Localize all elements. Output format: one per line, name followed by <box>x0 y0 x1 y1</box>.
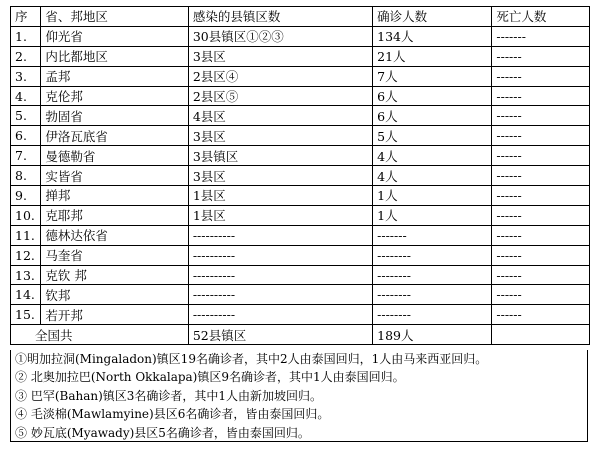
header-confirmed: 确诊人数 <box>373 7 492 27</box>
header-townships: 感染的县镇区数 <box>188 7 372 27</box>
row-num: 4. <box>11 86 41 106</box>
row-townships: ---------- <box>188 305 372 325</box>
row-region: 内比都地区 <box>41 46 188 66</box>
row-townships: 1县区 <box>188 205 372 225</box>
row-num: 2. <box>11 46 41 66</box>
header-num: 序 <box>11 7 41 27</box>
row-confirmed: 7人 <box>373 66 492 86</box>
total-deaths <box>492 325 590 345</box>
row-deaths: ------ <box>492 186 590 206</box>
row-townships: 2县区⑤ <box>188 86 372 106</box>
row-deaths: ------ <box>492 106 590 126</box>
cases-table <box>10 6 590 345</box>
total-confirmed: 189人 <box>373 325 492 345</box>
row-deaths: ------ <box>492 86 590 106</box>
table-row <box>11 106 590 126</box>
table-row <box>11 26 590 46</box>
row-region: 曼德勒省 <box>41 146 188 166</box>
row-townships: 2县区④ <box>188 66 372 86</box>
row-region: 仰光省 <box>41 26 188 46</box>
row-num: 8. <box>11 166 41 186</box>
row-confirmed: 1人 <box>373 205 492 225</box>
row-townships: 3县区 <box>188 126 372 146</box>
table-row <box>11 305 590 325</box>
row-townships: 30县镇区①②③ <box>188 26 372 46</box>
row-num: 13. <box>11 265 41 285</box>
table-row <box>11 66 590 86</box>
row-deaths: ------ <box>492 305 590 325</box>
row-townships: 1县区 <box>188 186 372 206</box>
row-deaths: ------ <box>492 146 590 166</box>
row-confirmed: 1人 <box>373 186 492 206</box>
row-deaths: ------ <box>492 245 590 265</box>
total-label: 全国共 <box>11 325 189 345</box>
footnote-4: ④ 毛淡棉(Mawlamyine)县区6名确诊者，皆由泰国回归。 <box>15 407 330 422</box>
row-region: 若开邦 <box>41 305 188 325</box>
row-num: 3. <box>11 66 41 86</box>
row-deaths: ------ <box>492 225 590 245</box>
table-row <box>11 205 590 225</box>
footnote-3: ③ 巴罕(Bahan)镇区3名确诊者，其中1人由新加坡回归。 <box>15 388 323 403</box>
table-row <box>11 86 590 106</box>
row-deaths: ------ <box>492 265 590 285</box>
footnote-2: ② 北奥加拉巴(North Okkalapa)镇区9名确诊者，其中1人由泰国回归。 <box>15 370 405 385</box>
row-region: 孟邦 <box>41 66 188 86</box>
row-deaths: ------ <box>492 126 590 146</box>
table-row <box>11 245 590 265</box>
row-region: 德林达依省 <box>41 225 188 245</box>
row-deaths: ------- <box>492 26 590 46</box>
table-header-row <box>11 7 590 27</box>
row-region: 克钦 邦 <box>41 265 188 285</box>
table-row <box>11 126 590 146</box>
row-deaths: ------ <box>492 166 590 186</box>
row-townships: 4县区 <box>188 106 372 126</box>
row-region: 实皆省 <box>41 166 188 186</box>
table-row <box>11 46 590 66</box>
row-deaths: ------ <box>492 66 590 86</box>
row-region: 克耶邦 <box>41 205 188 225</box>
footnote-5: ⑤ 妙瓦底(Myawady)县区5名确诊者，皆由泰国回归。 <box>15 425 310 440</box>
row-townships: ---------- <box>188 285 372 305</box>
row-townships: ---------- <box>188 245 372 265</box>
row-confirmed: 6人 <box>373 106 492 126</box>
row-deaths: ------ <box>492 285 590 305</box>
row-confirmed: 21人 <box>373 46 492 66</box>
row-confirmed: -------- <box>373 245 492 265</box>
header-deaths: 死亡人数 <box>492 7 590 27</box>
row-confirmed: ------- <box>373 225 492 245</box>
row-region: 马奎省 <box>41 245 188 265</box>
total-row <box>11 325 590 345</box>
header-region: 省、邦地区 <box>41 7 188 27</box>
row-region: 钦邦 <box>41 285 188 305</box>
row-num: 12. <box>11 245 41 265</box>
table-row <box>11 225 590 245</box>
row-num: 5. <box>11 106 41 126</box>
row-townships: 3县区 <box>188 166 372 186</box>
row-confirmed: 4人 <box>373 146 492 166</box>
row-num: 1. <box>11 26 41 46</box>
footnotes <box>10 350 588 442</box>
row-townships: ---------- <box>188 225 372 245</box>
row-num: 14. <box>11 285 41 305</box>
table-body <box>11 26 590 344</box>
row-region: 掸邦 <box>41 186 188 206</box>
row-num: 15. <box>11 305 41 325</box>
total-townships: 52县镇区 <box>188 325 372 345</box>
row-confirmed: 5人 <box>373 126 492 146</box>
table-row <box>11 166 590 186</box>
row-num: 6. <box>11 126 41 146</box>
table-row <box>11 265 590 285</box>
row-townships: 3县区 <box>188 46 372 66</box>
table-row <box>11 146 590 166</box>
footnote-1: ①明加拉洞(Mingaladon)镇区19名确诊者，其中2人由泰国回归，1人由马来西亚回归。 <box>15 352 488 366</box>
row-num: 11. <box>11 225 41 245</box>
row-townships: ---------- <box>188 265 372 285</box>
row-confirmed: -------- <box>373 305 492 325</box>
row-confirmed: 6人 <box>373 86 492 106</box>
row-deaths: ------ <box>492 46 590 66</box>
row-confirmed: 134人 <box>373 26 492 46</box>
row-region: 克伦邦 <box>41 86 188 106</box>
row-confirmed: -------- <box>373 265 492 285</box>
row-confirmed: 4人 <box>373 166 492 186</box>
row-townships: 3县镇区 <box>188 146 372 166</box>
row-confirmed: -------- <box>373 285 492 305</box>
table-row <box>11 285 590 305</box>
row-deaths: ------ <box>492 205 590 225</box>
row-region: 勃固省 <box>41 106 188 126</box>
row-num: 9. <box>11 186 41 206</box>
table-row <box>11 186 590 206</box>
row-region: 伊洛瓦底省 <box>41 126 188 146</box>
row-num: 7. <box>11 146 41 166</box>
row-num: 10. <box>11 205 41 225</box>
